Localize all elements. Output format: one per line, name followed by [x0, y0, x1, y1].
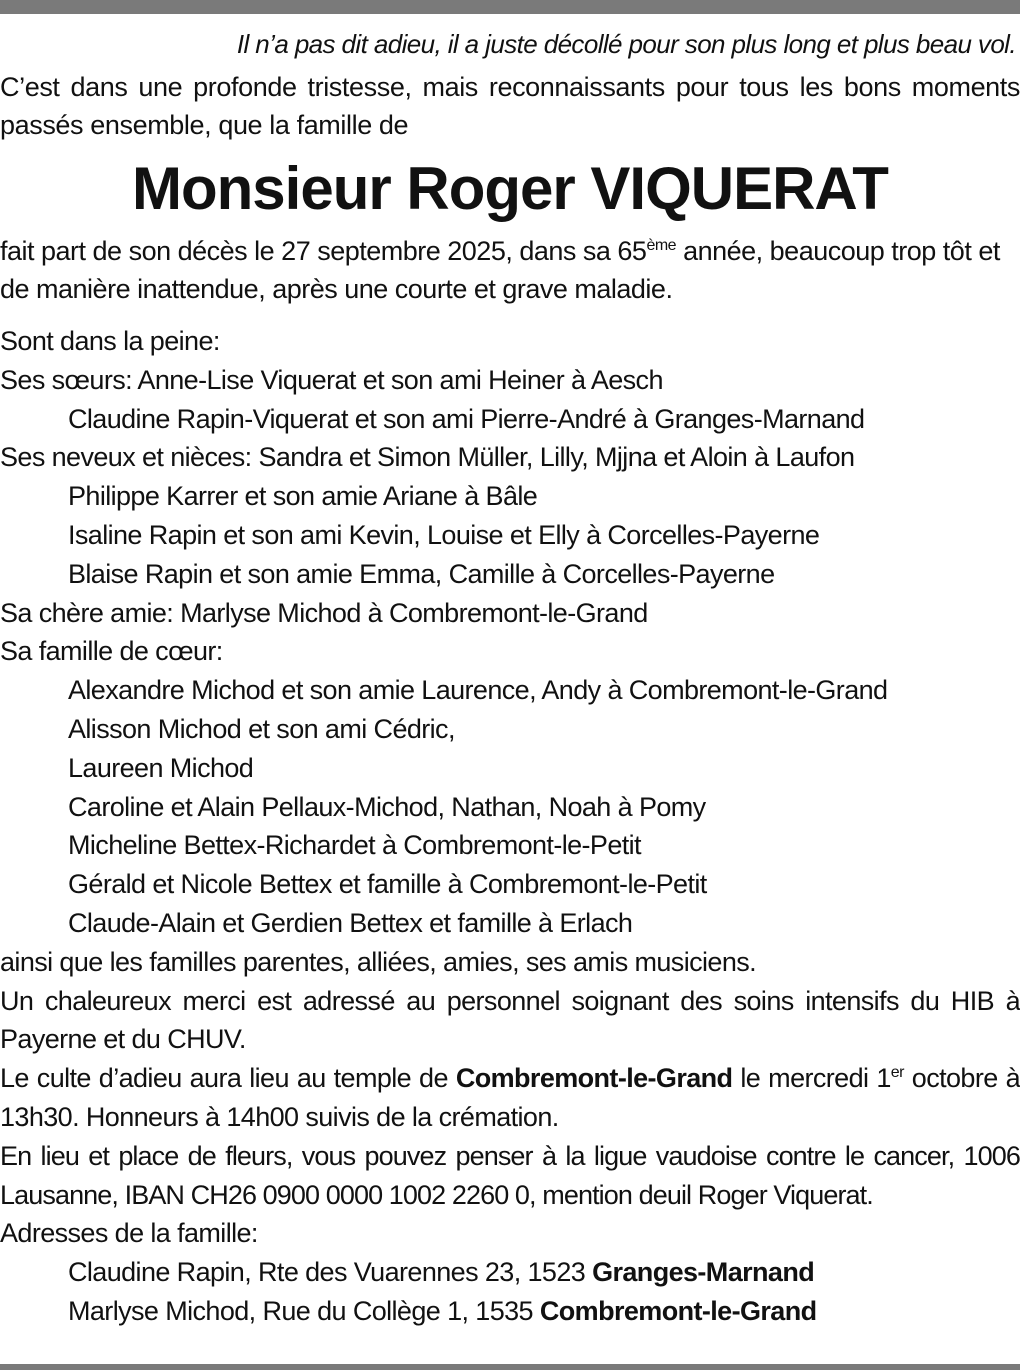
- obituary-notice: [0, 22, 1020, 1331]
- friend-line: Sa chère amie: Marlyse Michod à Combremont-le-Grand: [0, 597, 648, 628]
- heart-family-line: Alexandre Michod et son amie Laurence, Andy à Combremont-le-Grand: [68, 675, 888, 706]
- ordinal-suffix: ème: [646, 237, 677, 254]
- mourners-list: [0, 322, 1020, 1331]
- service-text: Le culte d’adieu aura lieu au temple de: [0, 1063, 456, 1094]
- ordinal-suffix: er: [890, 1064, 904, 1082]
- nephews-line: Isaline Rapin et son ami Kevin, Louise et Elly à Corcelles-Payerne: [68, 519, 820, 550]
- heart-family-line: Gérald et Nicole Bettex et famille à Combremont-le-Petit: [68, 869, 707, 900]
- heart-family-heading: Sa famille de cœur:: [0, 636, 223, 667]
- heart-family-line: Laureen Michod: [68, 752, 254, 783]
- deceased-name: Monsieur Roger VIQUERAT: [132, 155, 888, 222]
- service-time: octobre à 13h30. Honneurs à 14h00 suivis de la crémation.: [0, 1063, 1020, 1132]
- nephews-line: Ses neveux et nièces: Sandra et Simon Müller, Lilly, Mjjna et Aloin à Laufon: [0, 442, 855, 473]
- service-day: le mercredi 1: [732, 1063, 891, 1094]
- top-rule: [0, 0, 1020, 14]
- heart-family-line: Caroline et Alain Pellaux-Michod, Nathan, Noah à Pomy: [68, 791, 706, 822]
- address-town: Combremont-le-Grand: [539, 1295, 817, 1326]
- relatives-closing: ainsi que les familles parentes, alliées, amies, ses amis musiciens.: [0, 946, 757, 977]
- mourners-heading: Sont dans la peine:: [0, 326, 220, 356]
- address-text: Marlyse Michod, Rue du Collège 1, 1535: [68, 1295, 540, 1326]
- death-announcement: [0, 232, 1020, 308]
- intro-paragraph: C’est dans une profonde tristesse, mais reconnaissants pour tous les bons moments passés ensemble, que la famille de: [0, 72, 1020, 140]
- announcement-text-end: année, beaucoup trop tôt et de manière inattendue, après une courte et grave maladie.: [0, 236, 1000, 304]
- addresses-heading: Adresses de la famille:: [0, 1218, 258, 1249]
- sisters-line: Ses sœurs: Anne-Lise Viquerat et son ami Heiner à Aesch: [0, 364, 663, 395]
- announcement-text: fait part de son décès le 27 septembre 2025, dans sa 65: [0, 236, 647, 266]
- donation-paragraph: En lieu et place de fleurs, vous pouvez penser à la ligue vaudoise contre le cancer, 1006 Lausanne, IBAN CH26 0900 0000 1002 2260 0, mention deuil Roger Viquerat.: [0, 1140, 1020, 1210]
- thanks-paragraph: Un chaleureux merci est adressé au personnel soignant des soins intensifs du HIB à Payerne et du CHUV.: [0, 985, 1020, 1055]
- address-town: Granges-Marnand: [592, 1257, 815, 1288]
- nephews-line: Blaise Rapin et son amie Emma, Camille à Corcelles-Payerne: [68, 558, 775, 589]
- heart-family-line: Claude-Alain et Gerdien Bettex et famille à Erlach: [68, 907, 633, 938]
- address-line: [0, 1292, 1020, 1331]
- epigraph: Il n’a pas dit adieu, il a juste décollé pour son plus long et plus beau vol.: [236, 29, 1016, 59]
- address-line: [0, 1253, 1020, 1292]
- service-paragraph: [0, 1059, 1020, 1137]
- service-place: Combremont-le-Grand: [455, 1063, 733, 1094]
- heart-family-line: Micheline Bettex-Richardet à Combremont-le-Petit: [68, 830, 641, 861]
- sisters-line: Claudine Rapin-Viquerat et son ami Pierre-André à Granges-Marnand: [68, 403, 865, 434]
- nephews-line: Philippe Karrer et son amie Ariane à Bâle: [68, 481, 538, 512]
- heart-family-line: Alisson Michod et son ami Cédric,: [68, 713, 455, 744]
- address-text: Claudine Rapin, Rte des Vuarennes 23, 1523: [68, 1257, 593, 1288]
- bottom-rule: [0, 1364, 1020, 1370]
